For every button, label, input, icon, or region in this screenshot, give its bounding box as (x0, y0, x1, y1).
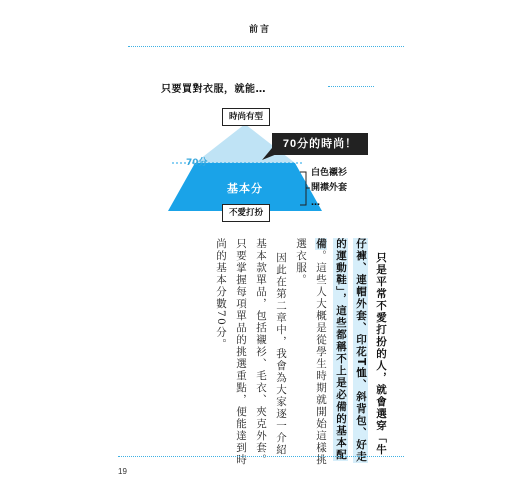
page-header-title: 前言 (248, 25, 271, 35)
page-number: 19 (118, 467, 127, 476)
text-column-5: 選衣服。 (295, 238, 307, 286)
text-column-4-bold: 備 (315, 238, 327, 250)
text-column-1: 只是平常不愛打扮的人，就會選穿「牛 (375, 252, 387, 456)
bottom-tag: 不愛打扮 (222, 204, 270, 222)
callout-box: 70分的時尚！ (272, 133, 368, 155)
text-column-2: 仔褲、連帽外套、印花T恤、斜背包、好走 (355, 238, 367, 463)
base-label: 基本分 (227, 182, 263, 195)
item-ellipsis: … (311, 198, 320, 208)
text-column-7: 基本款單品，包括襯衫、毛衣、夾克外套。 (255, 238, 267, 466)
footer-divider (118, 456, 404, 457)
item-shirt: 白色襯衫 (311, 168, 348, 178)
figure-intro-text: 只要買對衣服，就能… (161, 84, 266, 95)
text-column-4-rest: 。這些人大概是從學生時期就開始這樣挑 (315, 250, 327, 466)
text-column-4 (313, 238, 328, 466)
items-list (311, 166, 347, 211)
level-label: 70分 (186, 158, 208, 168)
text-column-6: 因此在第二章中，我會為大家逐一介紹 (275, 252, 287, 456)
text-column-9: 尚的基本分數70分。 (215, 238, 227, 351)
text-column-8: 只要掌握每項單品的挑選重點，便能達到時 (235, 238, 247, 466)
top-tag: 時尚有型 (222, 108, 270, 126)
item-cardigan: 開襟外套 (311, 183, 348, 193)
text-column-3: 的運動鞋」，這些都稱不上是必備的基本配 (335, 238, 347, 461)
